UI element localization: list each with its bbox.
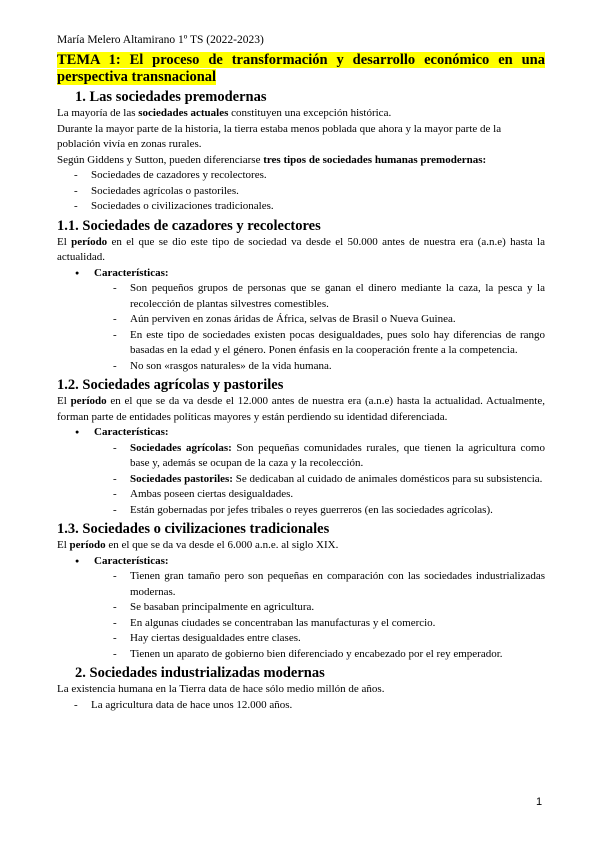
list-item: - La agricultura data de hace unos 12.000 años. [57, 698, 545, 714]
list-item: - En algunas ciudades se concentraban las manufacturas y el comercio. [57, 616, 545, 632]
list-item: - En este tipo de sociedades existen pocas desigualdades, pues solo hay diferencias de rango basadas en la edad y el género. Ponen énfasis en la cooperación frente a la competencia. [57, 328, 545, 359]
s13-characteristics-label: ● Características: [57, 554, 545, 570]
list-item: - No son «rasgos naturales» de la vida humana. [57, 359, 545, 375]
document-page [57, 34, 545, 713]
section-1-heading: 1. Las sociedades premodernas [75, 89, 267, 105]
s11-list [57, 281, 545, 374]
list-item: - Sociedades de cazadores y recolectores. [57, 168, 545, 184]
list-item: - Tienen gran tamaño pero son pequeñas en comparación con las sociedades industrializadas modernas. [57, 569, 545, 600]
author-line: María Melero Altamirano 1º TS (2022-2023) [57, 34, 264, 46]
page-number: 1 [536, 796, 543, 808]
list-item: - Aún perviven en zonas áridas de África, selvas de Brasil o Nueva Guinea. [57, 312, 545, 328]
section-1-3-heading: 1.3. Sociedades o civilizaciones tradicionales [57, 521, 330, 537]
s13-paragraph: El período en el que se da va desde el 6.000 a.n.e. al siglo XIX. [57, 539, 339, 551]
s1-list [57, 168, 545, 215]
s12-characteristics-label: ● Características: [57, 425, 545, 441]
list-item: - Ambas poseen ciertas desigualdades. [57, 487, 545, 503]
s2-list [57, 698, 545, 714]
list-item: - Están gobernadas por jefes tribales o reyes guerreros (en las sociedades agrícolas). [57, 503, 545, 519]
s12-list [57, 441, 545, 519]
s11-characteristics-label: ● Características: [57, 266, 545, 282]
section-1-2-heading: 1.2. Sociedades agrícolas y pastoriles [57, 377, 284, 393]
list-item: - Sociedades agrícolas o pastoriles. [57, 184, 545, 200]
list-item: - Sociedades agrícolas: Son pequeñas comunidades rurales, que tienen la agricultura como base y, además se ocupan de la caza y la recolección. [57, 441, 545, 472]
list-item: - Son pequeños grupos de personas que se ganan el dinero mediante la caza, la pesca y la recolección de plantas silvestres comestibles. [57, 281, 545, 312]
list-item: - Hay ciertas desigualdades entre clases. [57, 631, 545, 647]
list-item: - Sociedades pastoriles: Se dedicaban al cuidado de animales domésticos para su subsistencia. [57, 472, 545, 488]
s12-paragraph: El período en el que se da va desde el 12.000 antes de nuestra era (a.n.e) hasta la actualidad. Actualmente, forman parte de entidades políticas mayores y están perdiendo su identidad diferenciada. [57, 395, 545, 423]
s11-paragraph: El período en el que se dio este tipo de sociedad va desde el 50.000 antes de nuestra era (a.n.e) hasta la actualidad. [57, 235, 545, 263]
list-item: - Tienen un aparato de gobierno bien diferenciado y encabezado por el rey emperador. [57, 647, 545, 663]
list-item: - Sociedades o civilizaciones tradicionales. [57, 199, 545, 215]
document-title [57, 52, 545, 86]
section-1-1-heading: 1.1. Sociedades de cazadores y recolectores [57, 217, 321, 234]
s1-paragraph-3: Según Giddens y Sutton, pueden diferenciarse tres tipos de sociedades humanas premodernas: [57, 153, 487, 166]
list-item: - Se basaban principalmente en agricultura. [57, 600, 545, 616]
s2-paragraph: La existencia humana en la Tierra data de hace sólo medio millón de años. [57, 683, 385, 695]
s13-list [57, 569, 545, 662]
s1-paragraph-2: Durante la mayor parte de la historia, la tierra estaba menos poblada que ahora y la mayor parte de la población vivía en zonas rurales. [57, 122, 502, 150]
highlighted-title: TEMA 1: El proceso de transformación y desarrollo económico en una perspectiva transnacional [57, 52, 545, 85]
s1-paragraph-1: La mayoría de las sociedades actuales constituyen una excepción histórica. [57, 107, 392, 119]
section-2-heading: 2. Sociedades industrializadas modernas [75, 665, 325, 681]
